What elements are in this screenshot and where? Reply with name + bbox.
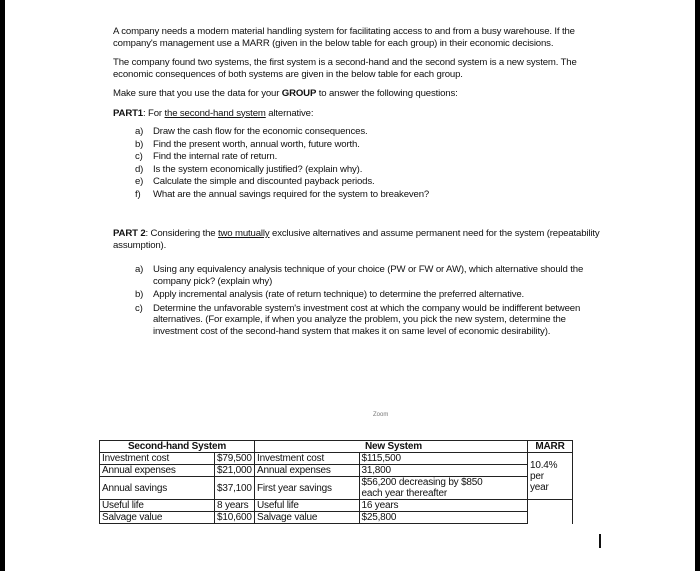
item-letter: a) [135, 126, 144, 137]
part1-underlined: the second-hand system [164, 107, 266, 119]
instruction-text: Make sure that you use the data for your [113, 88, 282, 99]
zoom-label[interactable]: Zoom [373, 412, 389, 418]
sh-salvage-value: $10,600 [215, 512, 255, 524]
marr-year: year [530, 481, 549, 493]
item-text: Using any equivalency analysis technique of your choice (PW or FW or AW), which alternative should the company pick? (explain why) [153, 264, 584, 287]
item-text: Determine the unfavorable system's investment cost at which the company would be indifferent between alternatives. (For example, if when you analyze the problem, you pick the new system, determine the investment cost of the second-hand system that makes it on same level of economic desirability). [153, 302, 581, 337]
intro-paragraph-3 [113, 88, 613, 100]
sh-salvage-label: Salvage value [100, 512, 215, 524]
instruction-text-end: to answer the following questions: [316, 88, 458, 99]
new-savings-line-1: $56,200 decreasing by $850 [361, 477, 483, 488]
table-row [100, 512, 573, 524]
part1-text-end: alternative: [265, 107, 314, 119]
marr-cell [528, 453, 573, 500]
intro-paragraph-1: A company needs a modern material handling system for facilitating access to and from a busy warehouse. If the company's management use a MARR (given in the below table for each group) in their economic decisions. [113, 26, 575, 49]
table-row [100, 500, 573, 512]
item-text: Find the present worth, annual worth, future worth. [153, 138, 360, 150]
new-life-value: 16 years [359, 500, 528, 512]
item-letter: c) [135, 302, 143, 314]
item-text: Calculate the simple and discounted payback periods. [153, 176, 375, 187]
part2-text-end: exclusive alternatives and assume permanent need for the system (repeatability assumption). [113, 228, 600, 251]
group-emphasis: GROUP [281, 88, 317, 99]
document-page [5, 0, 695, 571]
sh-savings-label: Annual savings [100, 477, 215, 500]
sh-investment-label: Investment cost [100, 453, 215, 465]
marr-header: MARR [528, 441, 573, 453]
part2-heading [113, 228, 613, 251]
item-text: Draw the cash flow for the economic consequences. [153, 126, 368, 137]
new-investment-value: $115,500 [359, 453, 528, 465]
part2-questions [113, 264, 613, 337]
item-text: Apply incremental analysis (rate of return technique) to determine the preferred alternative. [153, 289, 525, 300]
sh-savings-value: $37,100 [215, 477, 255, 500]
sh-life-value: 8 years [215, 500, 255, 512]
marr-empty-cell [528, 500, 573, 524]
part2-underlined: two mutually [218, 228, 270, 239]
new-savings-label: First year savings [255, 477, 360, 500]
marr-value: 10.4% [530, 459, 558, 471]
list-item [113, 264, 613, 287]
new-annual-expenses-label: Annual expenses [255, 465, 360, 477]
new-salvage-label: Salvage value [255, 512, 360, 524]
intro-paragraph-2: The company found two systems, the first system is a second-hand and the second system is a new system. The economic consequences of both systems are given in the below table for each group. [113, 57, 577, 80]
list-item [113, 126, 613, 138]
marr-per: per [530, 470, 544, 482]
table-row [100, 453, 573, 465]
part1-heading [113, 108, 613, 120]
table-row [100, 465, 573, 477]
data-table [99, 440, 573, 524]
part2-label: PART 2 [113, 228, 146, 239]
new-savings-line-2: each year thereafter [361, 488, 447, 499]
part1-label: PART1 [113, 107, 143, 119]
item-letter: b) [135, 289, 144, 300]
list-item [113, 189, 613, 201]
sh-annual-expenses-label: Annual expenses [100, 465, 215, 477]
table-row [100, 477, 573, 500]
new-life-label: Useful life [255, 500, 360, 512]
item-letter: a) [135, 264, 144, 275]
sh-annual-expenses-value: $21,000 [215, 465, 255, 477]
table-row [100, 441, 573, 453]
sh-life-label: Useful life [100, 500, 215, 512]
item-text: What are the annual savings required for the system to breakeven? [153, 188, 430, 200]
item-letter: f) [135, 188, 141, 200]
item-text: Is the system economically justified? (explain why). [153, 163, 363, 175]
part1-text: : For [143, 107, 165, 119]
sh-investment-value: $79,500 [215, 453, 255, 465]
new-savings-value [359, 477, 528, 500]
list-item [113, 151, 613, 163]
problem-text [113, 26, 613, 339]
part1-questions [113, 126, 613, 200]
list-item [113, 289, 613, 301]
text-cursor [599, 534, 601, 548]
new-annual-expenses-value: 31,800 [359, 465, 528, 477]
new-investment-label: Investment cost [255, 453, 360, 465]
new-salvage-value: $25,800 [359, 512, 528, 524]
part2-text: : Considering the [145, 228, 219, 239]
item-letter: b) [135, 138, 144, 150]
header-spacer [255, 441, 360, 453]
list-item [113, 164, 613, 176]
second-hand-header: Second-hand System [100, 441, 255, 453]
item-letter: e) [135, 176, 144, 187]
item-text: Find the internal rate of return. [153, 151, 278, 162]
list-item [113, 139, 613, 151]
list-item [113, 303, 613, 338]
new-system-header: New System [359, 441, 528, 453]
list-item [113, 176, 613, 188]
item-letter: c) [135, 151, 143, 162]
item-letter: d) [135, 163, 144, 175]
